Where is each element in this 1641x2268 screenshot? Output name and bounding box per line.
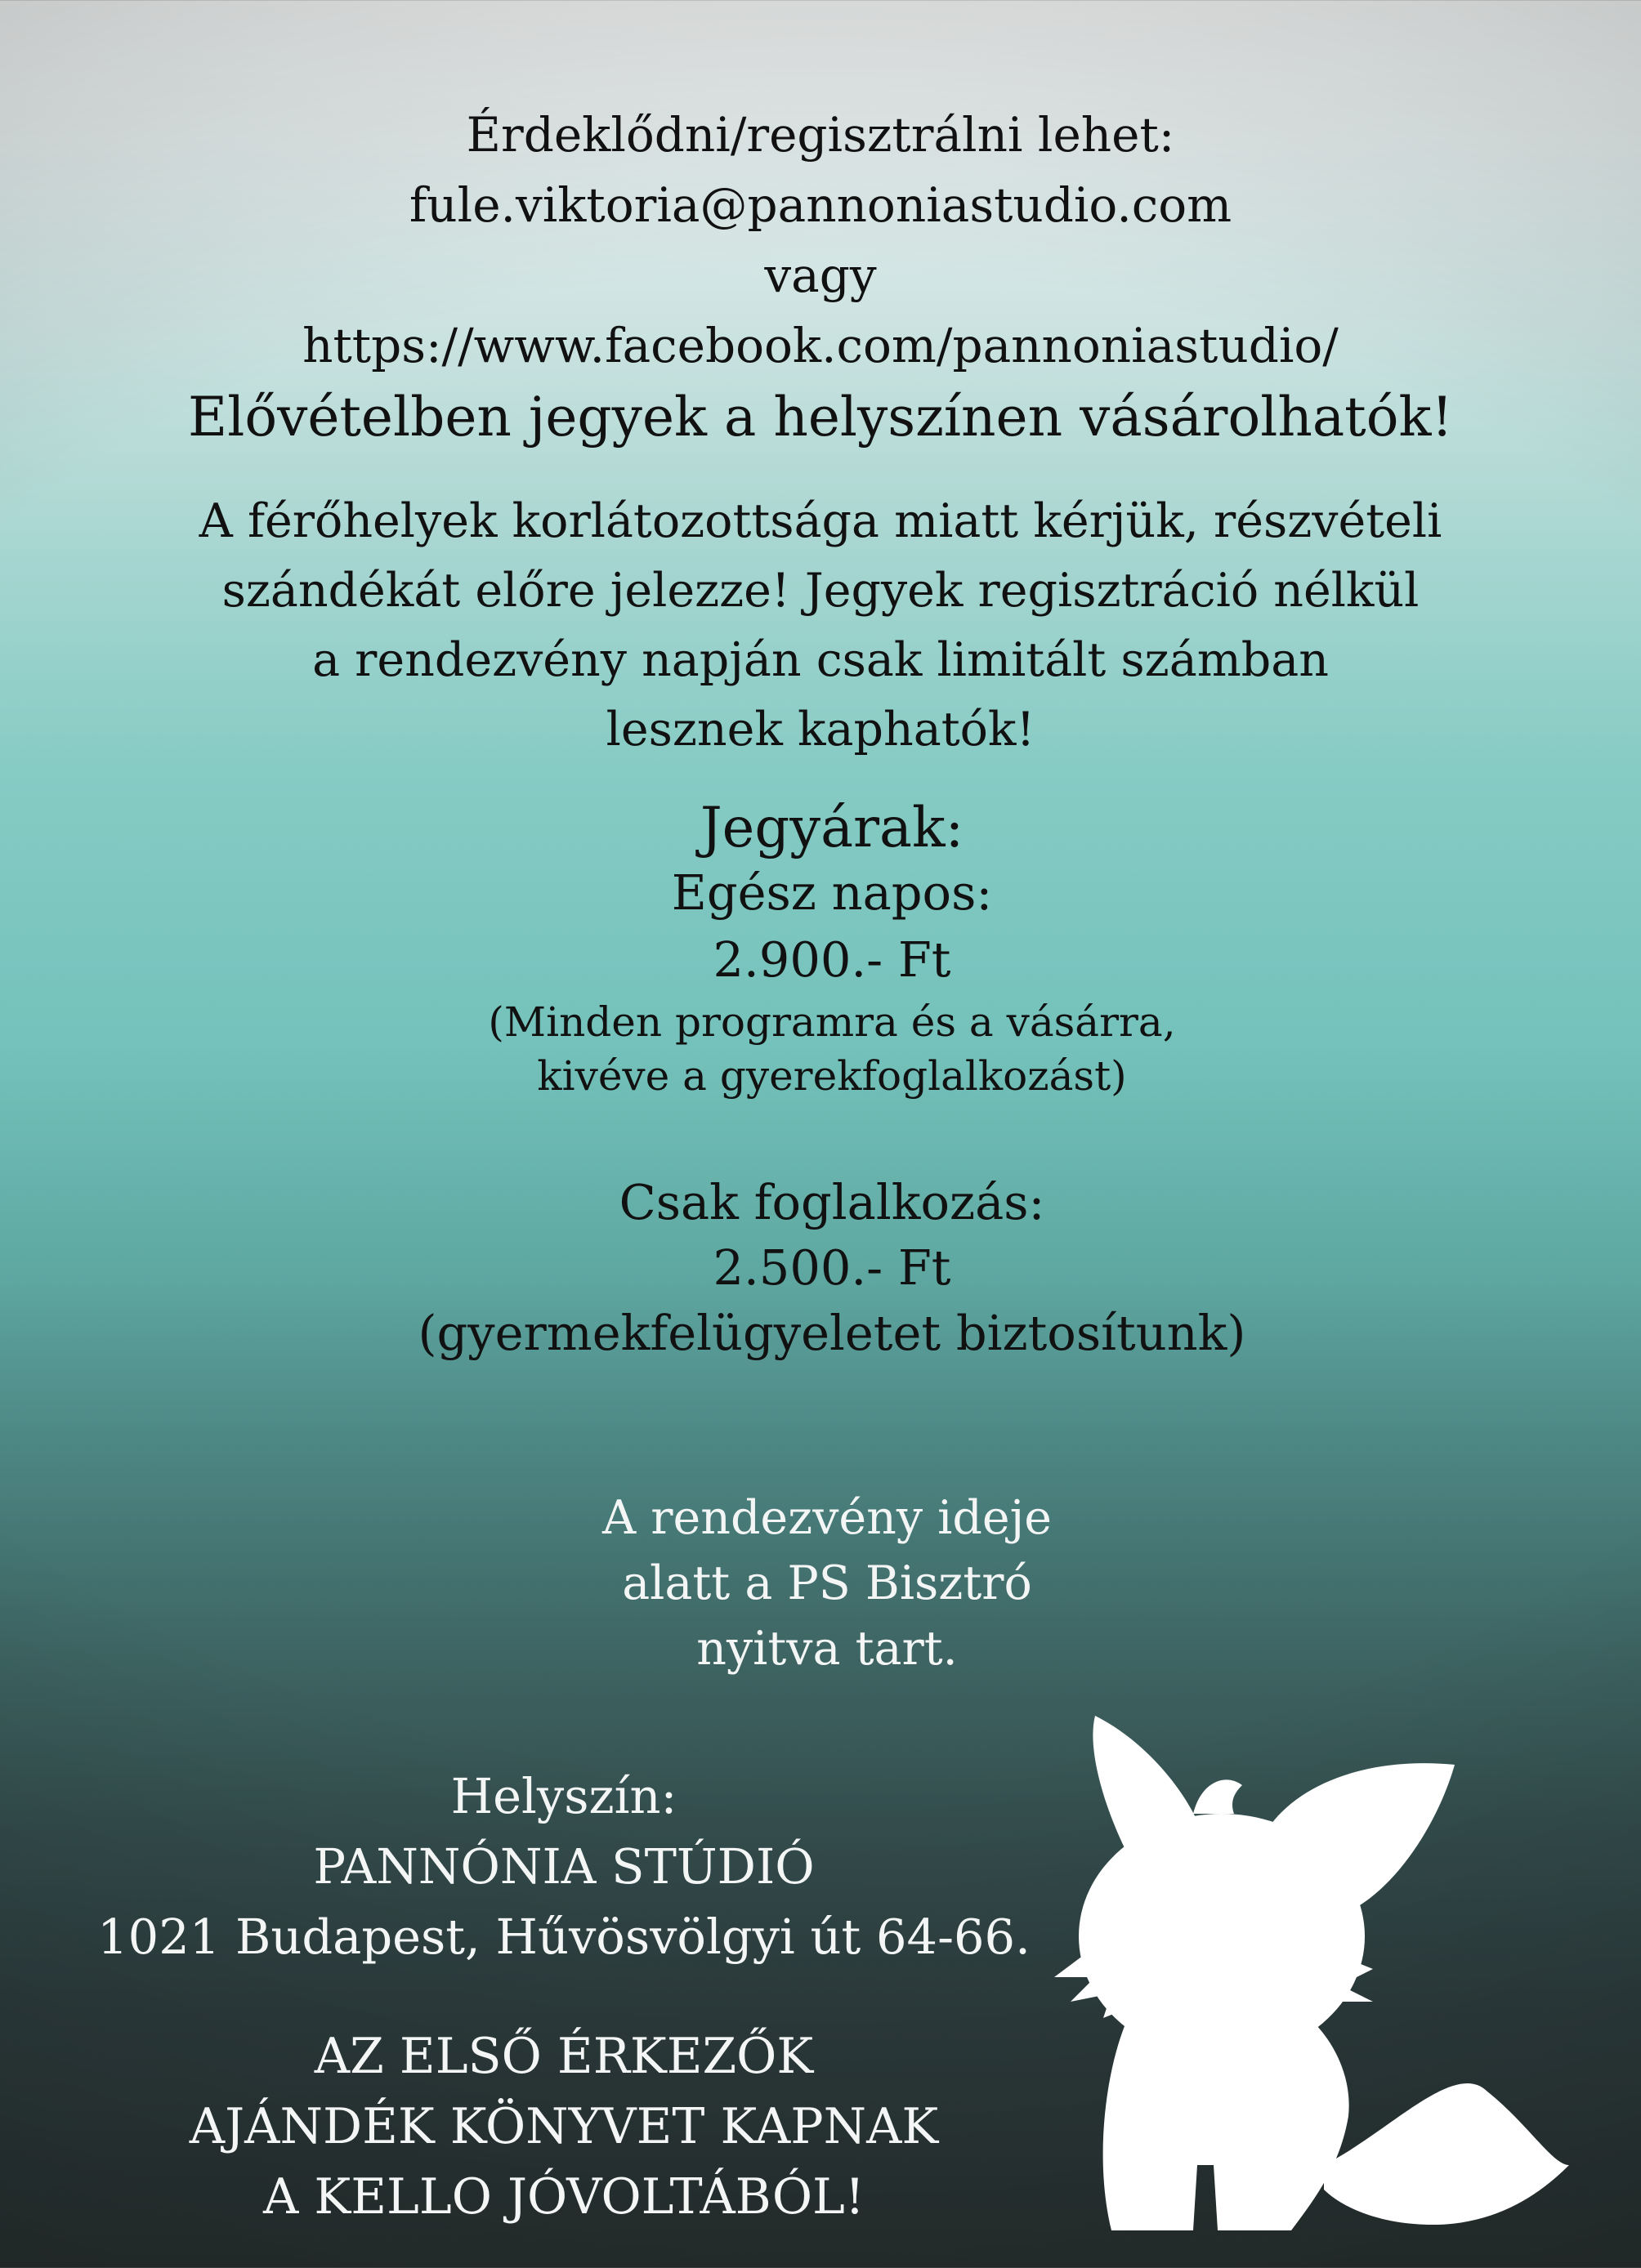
prices-title xyxy=(11,791,1641,864)
venue-address: 1021 Budapest, Hűvösvölgyi út 64-66. xyxy=(97,1909,1031,1965)
full-day-note-line: kivéve a gyerekfoglalkozást) xyxy=(537,1052,1127,1100)
venue-label: Helyszín: xyxy=(450,1768,677,1824)
bistro-line: nyitva tart. xyxy=(696,1622,958,1676)
presale-text: Elővételben jegyek a helyszínen vásárolhatók! xyxy=(188,386,1453,449)
bistro-notice xyxy=(7,1485,1641,1681)
contact-section xyxy=(0,100,1641,381)
capacity-notice xyxy=(0,487,1641,765)
workshop-price: 2.500.- Ft xyxy=(713,1239,951,1296)
workshop-label: Csak foglalkozás: xyxy=(619,1174,1045,1230)
gift-line: AZ ELSŐ ÉRKEZŐK xyxy=(314,2028,814,2085)
contact-facebook-link[interactable]: https://www.facebook.com/pannoniastudio/ xyxy=(302,318,1339,373)
bistro-line: A rendezvény ideje xyxy=(601,1491,1053,1545)
contact-intro: Érdeklődni/regisztrálni lehet: xyxy=(466,107,1175,163)
full-day-note-line: (Minden programra és a vásárra, xyxy=(488,998,1176,1046)
workshop-ticket xyxy=(11,1170,1641,1366)
gift-line: A KELLO JÓVOLTÁBÓL! xyxy=(263,2168,865,2226)
capacity-line: szándékát előre jelezze! Jegyek regisztráció nélkül xyxy=(221,564,1420,618)
full-day-price: 2.900.- Ft xyxy=(713,931,951,988)
bistro-line: alatt a PS Bisztró xyxy=(622,1556,1032,1610)
presale-notice xyxy=(0,382,1641,453)
capacity-line: A férőhelyek korlátozottsága miatt kérjük, részvételi xyxy=(199,494,1442,548)
workshop-note: (gyermekfelügyeletet biztosítunk) xyxy=(418,1305,1246,1361)
full-day-note xyxy=(11,995,1641,1103)
capacity-line: lesznek kaphatók! xyxy=(606,703,1035,757)
full-day-ticket xyxy=(11,859,1641,993)
gift-line: AJÁNDÉK KÖNYVET KAPNAK xyxy=(189,2098,939,2155)
gift-notice xyxy=(0,2021,1128,2232)
capacity-line: a rendezvény napján csak limitált számban xyxy=(312,633,1329,687)
contact-or: vagy xyxy=(764,248,877,303)
contact-email[interactable]: fule.viktoria@pannoniastudio.com xyxy=(409,177,1232,233)
full-day-label: Egész napos: xyxy=(671,864,993,921)
fox-cub-silhouette-icon xyxy=(1030,1708,1569,2239)
venue-section xyxy=(0,1761,1128,1972)
venue-name: PANNÓNIA STÚDIÓ xyxy=(313,1838,815,1895)
prices-title-text: Jegyárak: xyxy=(700,796,964,859)
